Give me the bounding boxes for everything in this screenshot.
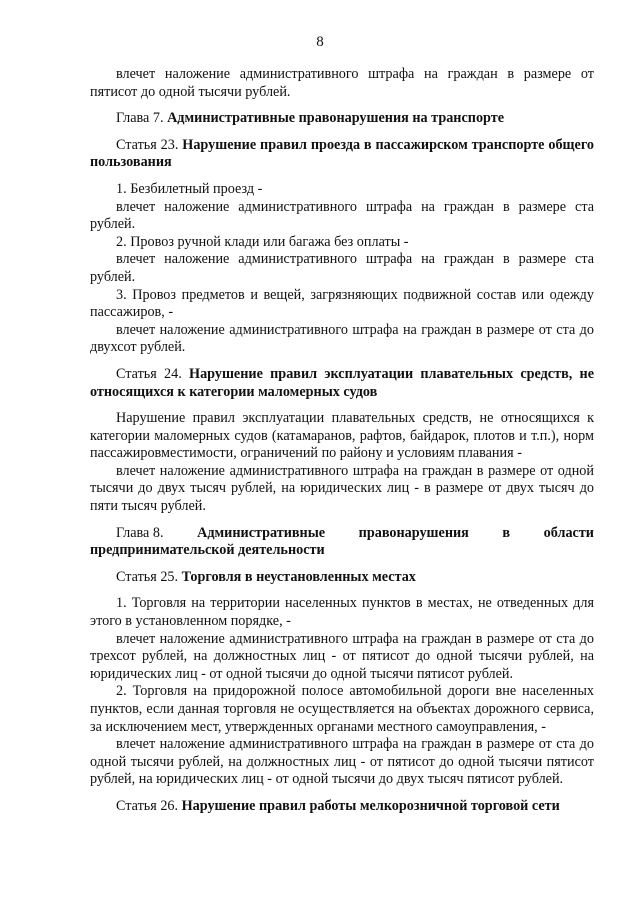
article-number: Статья 23. (116, 136, 183, 153)
paragraph-text: Нарушение правил эксплуатации плавательных средств, не относящихся к категории маломерных судов (катамаранов, рафтов, байдарок, плотов и т.п.), норм пассажировместимости, ограничений по району и условиям плавания - (90, 410, 594, 462)
chapter-title: Административные правонарушения на транспорте (167, 110, 505, 127)
chapter-title-tail: предпринимательской деятельности (90, 542, 325, 559)
article-number: Статья 24. (116, 365, 190, 382)
paragraph-text: влечет наложение административного штрафа на граждан в размере от ста до одной тысячи рублей, на должностных лиц - от пятисот до одной тысячи пятисот рублей, на юридических лиц - от одной тысячи до двух тысяч пятисот рублей. (90, 736, 594, 788)
article-number: Статья 26. (116, 797, 182, 814)
paragraph (90, 631, 594, 684)
article-heading (90, 569, 594, 587)
page-content (90, 66, 594, 816)
paragraph-text: влечет наложение административного штрафа на граждан в размере ста рублей. (90, 198, 594, 233)
paragraph-text: 1. Безбилетный проезд - (116, 180, 263, 197)
paragraph (90, 463, 594, 516)
paragraph (90, 736, 594, 789)
chapter-number: Глава 7. (116, 110, 168, 127)
paragraph-text: 1. Торговля на территории населенных пунктов в местах, не отведенных для этого в установленном порядке, - (90, 595, 594, 630)
paragraph-text: влечет наложение административного штрафа на граждан в размере ста рублей. (90, 251, 594, 285)
chapter-number: Глава 8. (116, 524, 164, 541)
chapter-title-word: области (543, 524, 594, 541)
paragraph (90, 683, 594, 736)
paragraph-text: влечет наложение административного штрафа на граждан в размере от одной тысячи до двух тысяч рублей, на юридических лиц - в размере от двух тысяч до пяти тысяч рублей. (90, 462, 594, 515)
paragraph (90, 410, 594, 463)
article-title: Торговля в неустановленных местах (181, 568, 416, 585)
chapter-title-word: Административные (197, 524, 326, 541)
paragraph-text: 3. Провоз предметов и вещей, загрязняющих подвижной состав или одежду пассажиров, - (90, 286, 594, 321)
article-heading (90, 137, 594, 172)
article-title: Нарушение правил эксплуатации плавательных средств, не относящихся к категории маломерных судов (90, 365, 595, 400)
paragraph (90, 234, 594, 252)
article-heading (90, 366, 594, 401)
paragraph-text: влечет наложение административного штрафа на граждан в размере от пятисот до одной тысячи рублей. (90, 66, 594, 100)
chapter-heading (90, 110, 594, 128)
chapter-heading (90, 525, 594, 560)
paragraph-text: 2. Провоз ручной клади или багажа без оплаты - (116, 233, 409, 250)
paragraph (90, 181, 594, 199)
paragraph (90, 66, 594, 101)
chapter-title-word: правонарушения (358, 524, 469, 541)
article-heading (90, 798, 594, 816)
article-title: Нарушение правил проезда в пассажирском транспорте общего пользования (90, 136, 594, 171)
paragraph-text: влечет наложение административного штрафа на граждан в размере от ста до трехсот рублей, на должностных лиц - от пятисот до одной тысячи рублей, на юридических лиц - от одной тысячи до одной тысячи пятисот рублей. (90, 630, 594, 682)
paragraph-text: 2. Торговля на придорожной полосе автомобильной дороги вне населенных пунктов, если данная торговля не осуществляется на объектах дорожного сервиса, за исключением мест, утвержденных органами местного самоуправления, - (90, 683, 594, 735)
chapter-title-word: в (502, 524, 511, 541)
paragraph (90, 199, 594, 234)
article-title: Нарушение правил работы мелкорозничной торговой сети (181, 797, 560, 814)
article-number: Статья 25. (116, 568, 182, 585)
paragraph (90, 322, 594, 357)
paragraph (90, 251, 594, 286)
paragraph (90, 595, 594, 630)
paragraph-text: влечет наложение административного штрафа на граждан в размере от ста до двухсот рублей. (90, 321, 594, 356)
chapter-heading-line (90, 525, 594, 543)
paragraph (90, 287, 594, 322)
page-number: 8 (316, 34, 324, 50)
